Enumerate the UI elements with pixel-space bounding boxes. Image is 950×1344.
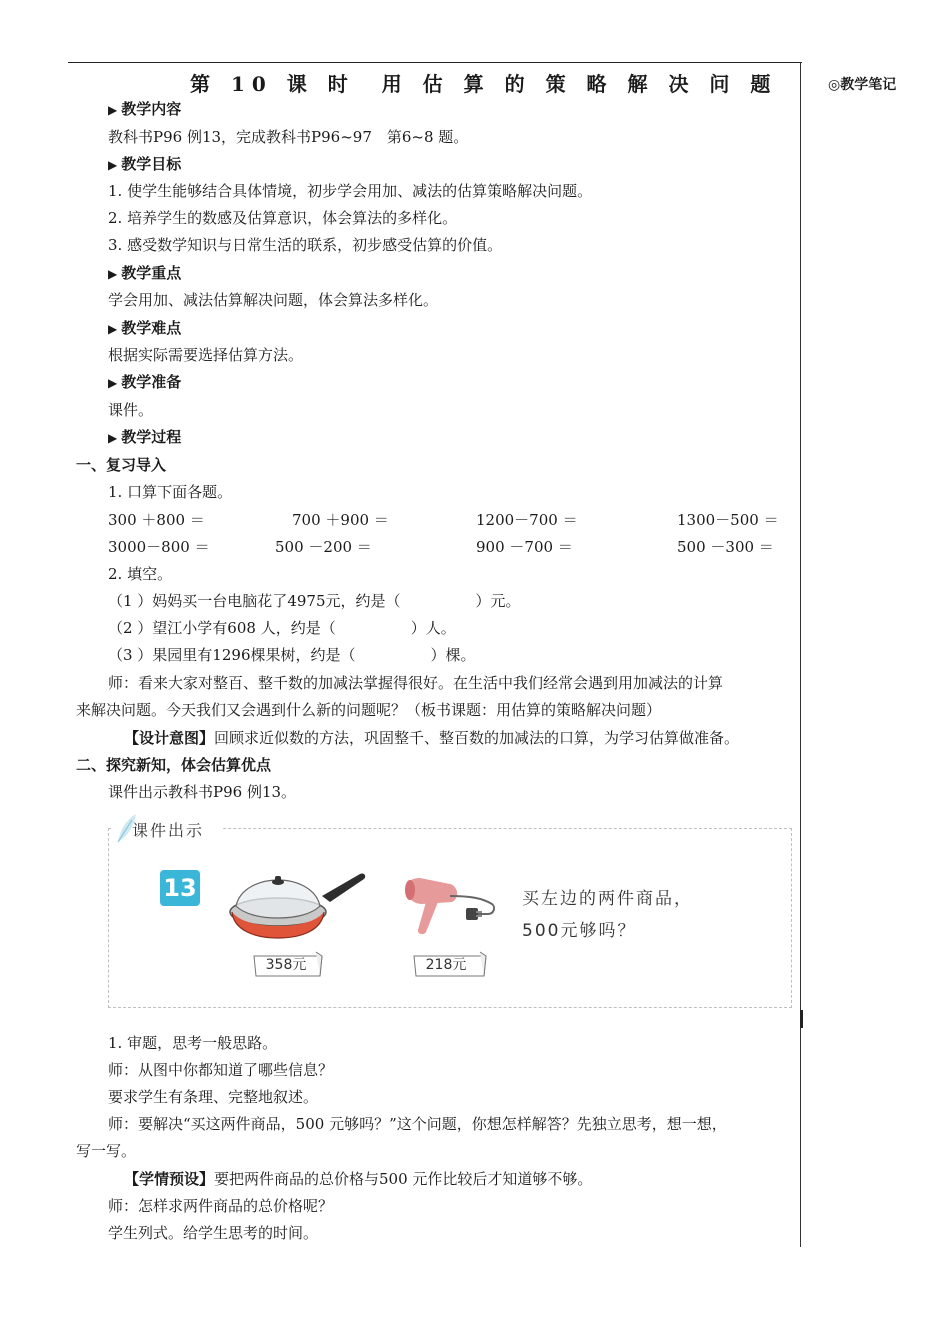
calc-item: 500 －300 ＝ xyxy=(677,538,774,556)
requirement-text: 要求学生有条理、完整地叙述。 xyxy=(108,1088,319,1106)
heading-process: ▶ 教学过程 xyxy=(108,428,182,446)
goal-3: 3. 感受数学知识与日常生活的联系，初步感受估算的价值。 xyxy=(108,236,503,254)
teacher-prompt-cont: 写一写。 xyxy=(76,1142,137,1160)
page-title: 第 10 课 时 用 估 算 的 策 略 解 决 问 题 xyxy=(190,72,778,96)
content-text: 教科书P96 例13，完成教科书P96~97 第6~8 题。 xyxy=(108,128,469,146)
calc-item: 500 －200 ＝ xyxy=(275,538,372,556)
calc-item: 900 －700 ＝ xyxy=(476,538,573,556)
margin-mark xyxy=(800,1010,803,1028)
frying-pan-icon xyxy=(226,868,368,946)
example-number-badge: 13 xyxy=(160,870,200,906)
fill-item-1: （1 ）妈妈买一台电脑花了4975元，约是（ ）元。 xyxy=(108,592,521,610)
heading-goals: ▶ 教学目标 xyxy=(108,155,182,173)
courseware-label: 课件出示 xyxy=(132,821,205,840)
part2-heading: 二、探究新知，体会估算优点 xyxy=(76,756,272,774)
courseware-intro: 课件出示教科书P96 例13。 xyxy=(108,783,297,801)
design-intent: 【设计意图】回顾求近似数的方法，巩固整千、整百数的加减法的口算，为学习估算做准备。 xyxy=(124,729,740,747)
calc-item: 1300－500 ＝ xyxy=(677,511,779,529)
heading-content: ▶ 教学内容 xyxy=(108,100,182,118)
question-line-1: 买左边的两件商品， xyxy=(522,889,693,909)
arrow-icon: ▶ xyxy=(108,158,118,172)
hair-dryer-icon xyxy=(400,874,500,940)
arrow-icon: ▶ xyxy=(108,376,118,390)
top-rule xyxy=(68,62,802,63)
notes-label: ◎教学笔记 xyxy=(828,77,897,93)
heading-difficulty: ▶ 教学难点 xyxy=(108,319,182,337)
fill-item-3: （3 ）果园里有1296棵果树，约是（ ）棵。 xyxy=(108,646,476,664)
part1-heading: 一、复习导入 xyxy=(76,456,167,474)
calc-item: 700 ＋900 ＝ xyxy=(292,511,389,529)
notes-divider xyxy=(800,62,801,1247)
calc-item: 1200－700 ＝ xyxy=(476,511,578,529)
calc-item: 300 ＋800 ＝ xyxy=(108,511,205,529)
student-activity: 学生列式。给学生思考的时间。 xyxy=(108,1224,319,1242)
step-1: 1. 审题，思考一般思路。 xyxy=(108,1034,278,1052)
prep-text: 课件。 xyxy=(108,401,154,419)
arrow-icon: ▶ xyxy=(108,267,118,281)
student-preset: 【学情预设】要把两件商品的总价格与500 元作比较后才知道够不够。 xyxy=(124,1170,593,1188)
fill-item-2: （2 ）望江小学有608 人，约是（ ）人。 xyxy=(108,619,456,637)
price-tag-dryer: 218元 xyxy=(425,957,467,973)
heading-key: ▶ 教学重点 xyxy=(108,264,182,282)
teacher-line-cont: 来解决问题。今天我们又会遇到什么新的问题呢？（板书课题：用估算的策略解决问题） xyxy=(76,701,662,719)
difficulty-text: 根据实际需要选择估算方法。 xyxy=(108,346,304,364)
goal-2: 2. 培养学生的数感及估算意识，体会算法的多样化。 xyxy=(108,209,458,227)
oral-calc-title: 1. 口算下面各题。 xyxy=(108,483,233,501)
calc-item: 3000－800 ＝ xyxy=(108,538,210,556)
teacher-question-2: 师：怎样求两件商品的总价格呢？ xyxy=(108,1197,334,1215)
heading-prep: ▶ 教学准备 xyxy=(108,373,182,391)
key-text: 学会用加、减法估算解决问题，体会算法多样化。 xyxy=(108,291,439,309)
arrow-icon: ▶ xyxy=(108,431,118,445)
price-tag-pan: 358元 xyxy=(265,957,307,973)
fill-title: 2. 填空。 xyxy=(108,565,173,583)
question-line-2: 500元够吗？ xyxy=(522,921,637,941)
teacher-prompt: 师：要解决“买这两件商品，500 元够吗？”这个问题，你想怎样解答？先独立思考，想一想， xyxy=(108,1115,727,1133)
goal-1: 1. 使学生能够结合具体情境，初步学会用加、减法的估算策略解决问题。 xyxy=(108,182,593,200)
arrow-icon: ▶ xyxy=(108,322,118,336)
teacher-question: 师：从图中你都知道了哪些信息？ xyxy=(108,1061,334,1079)
arrow-icon: ▶ xyxy=(108,103,118,117)
teacher-line: 师：看来大家对整百、整千数的加减法掌握得很好。在生活中我们经常会遇到用加减法的计算 xyxy=(108,674,724,692)
